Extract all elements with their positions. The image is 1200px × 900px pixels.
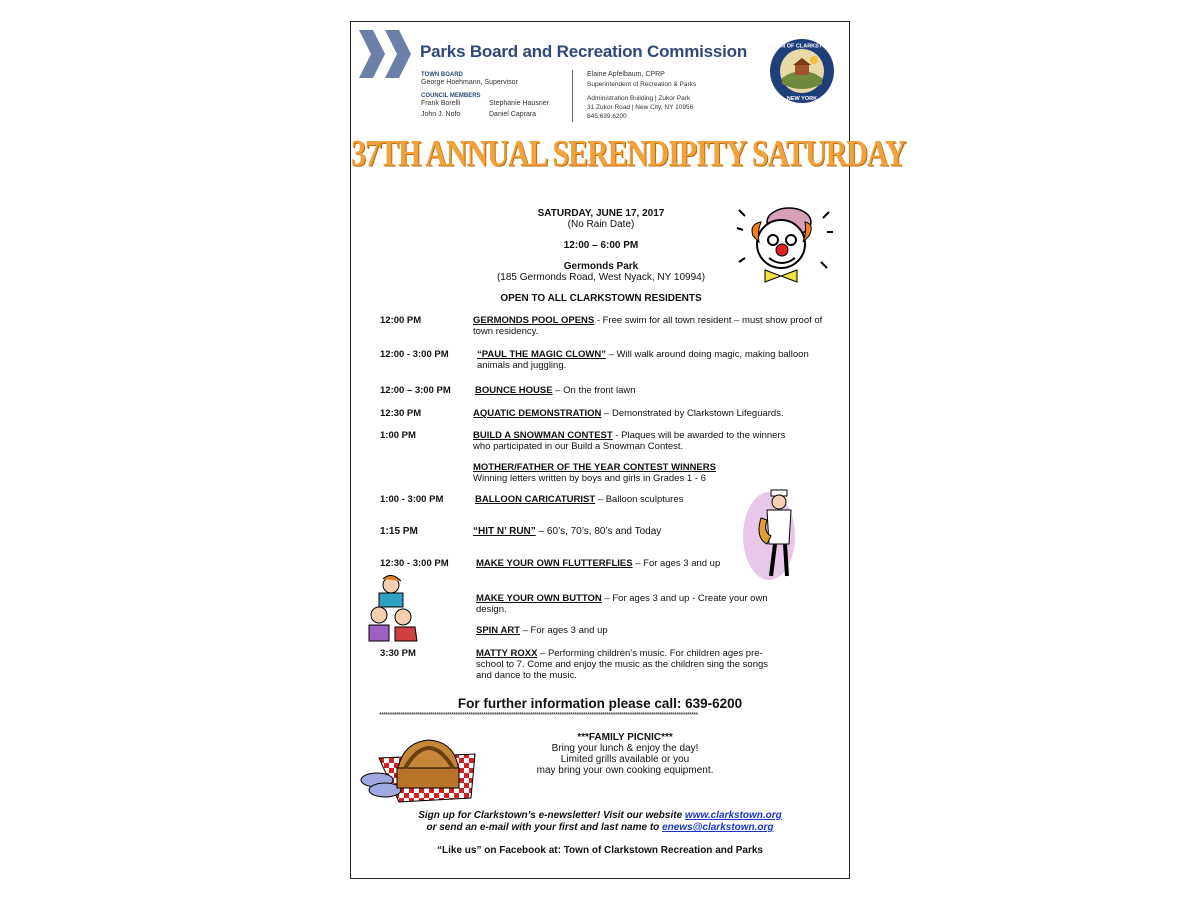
event-title: 37TH ANNUAL SERENDIPITY SATURDAY [351, 132, 906, 174]
council-member: John J. Nofo [421, 111, 461, 118]
supervisor: George Hoehmann, Supervisor [421, 79, 518, 86]
superintendent-name: Elaine Apfelbaum, CPRP [587, 71, 665, 78]
rain-date: (No Rain Date) [567, 219, 635, 230]
event-time: 12:00 – 6:00 PM [563, 240, 639, 251]
musician-icon [741, 488, 803, 582]
venue-address: (185 Germonds Road, West Nyack, NY 10994) [496, 272, 706, 283]
clown-icon [735, 202, 835, 286]
info-call-line: For further information please call: 639-6200 [457, 696, 743, 711]
council-member: Daniel Caprara [489, 111, 537, 118]
header-divider [572, 70, 573, 122]
facebook-line: “Like us” on Facebook at: Town of Clarkstown Recreation and Parks [437, 845, 763, 856]
event-date: SATURDAY, JUNE 17, 2017 [537, 208, 665, 219]
picnic-block [535, 732, 715, 776]
phone: 845.639.6200 [587, 113, 627, 120]
town-seal-icon [769, 38, 835, 104]
open-to-residents: OPEN TO ALL CLARKSTOWN RESIDENTS [500, 293, 702, 304]
children-icon [365, 575, 423, 643]
picnic-basket-icon [359, 728, 479, 804]
svg-text:NEW YORK: NEW YORK [786, 96, 818, 102]
email-link[interactable]: enews@clarkstown.org [662, 822, 774, 833]
flyer-page: Parks Board and Recreation Commission TOWN BOARD George Hoehmann, Supervisor COUNCIL MEMBERS Frank Borelli Stephanie Hausner John J. Nofo Daniel Caprara Elaine Apfelbaum, CPRP Superintendent of Recreation & Parks Administration Building | Zukor Park 31 Zukor Road | New City, NY 10956 845.639.6200 TOWN OF CLARKSTOWN NEW YORK 37TH ANNUAL SERENDIPITY SATURDAY SATURDAY, JUNE 17, 2017 (No Rain Date) 12:00 – 6:00 PM Germonds Park (185 Germonds Road, West Nyack, NY 10994) OPEN TO ALL CLARKSTOWN RESIDENTS 12:00 PM GERMONDS POOL OPENS - Free swim for all town resident – must show proof of town residency. 12:00 - 3:00 PM “PAUL THE MAGIC CLOWN” – Will walk around doing magic, making balloon animals and juggling. 12:00 – 3:00 PM BOUNCE HOUSE – On the front lawn 12:30 PM AQUATIC DEMONSTRATION – Demonstrated by Clarkstown Lifeguards. 1:00 PM BUILD A SNOWMAN CONTEST - Plaques will be awarded to the winners who participated in our Build a Snowman Contest. MOTHER/FATHER OF THE YEAR CONTEST WINNERS Winning letters written by boys and girls in Grades 1 - 6 1:00 - 3:00 PM BALLOON CARICATURIST – Balloon sculptures 1:15 PM “HIT N’ RUN” – 60’s, 70’s, 80’s and Today 12:30 - 3:00 PM MAKE YOUR OWN FLUTTERFLIES – For ages 3 and up MAKE YOUR OWN BUTTON – For ages 3 and up - Create your own design. SPIN ART – For ages 3 and up 3:30 PM MATTY ROXX – Performing children’s music. For children ages pre-school to 7. Come and enjoy the music as the children sing the songs and dance to the music. For further information please call: 639-6200 ****************************************************************************************************************************************************** ***FAMILY PICNIC*** Bring your lunch & enjoy the day! Limited grills available or you may bring your own cooking equipment. Sign up for Clarkstown’s e-newsletter! Visit our website www.clarkstown.org or send an e-mail with your first and last name to enews@clarkstown.org “Like us” on Facebook at: Town of Clarkstown Recreation and Parks [350, 21, 850, 879]
picnic-line: Bring your lunch & enjoy the day! [551, 743, 699, 754]
newsletter-line: Sign up for Clarkstown’s e-newsletter! Visit our website www.clarkstown.org [418, 810, 782, 821]
email-line: or send an e-mail with your first and last name to enews@clarkstown.org [426, 822, 774, 833]
town-board-label: TOWN BOARD [421, 72, 463, 78]
venue: Germonds Park [563, 261, 639, 272]
council-member: Frank Borelli [421, 100, 461, 107]
council-label: COUNCIL MEMBERS [421, 93, 481, 99]
address-line: 31 Zukor Road | New City, NY 10956 [587, 104, 694, 111]
picnic-title: ***FAMILY PICNIC*** [577, 732, 673, 743]
council-member: Stephanie Hausner [489, 100, 549, 107]
picnic-line: may bring your own cooking equipment. [536, 765, 714, 776]
chevron-logo-icon [359, 30, 413, 78]
address-line: Administration Building | Zukor Park [587, 95, 691, 102]
picnic-line: Limited grills available or you [560, 754, 690, 765]
commission-title: Parks Board and Recreation Commission [420, 42, 748, 61]
star-divider: ****************************************************************************************************************************************************** [379, 712, 698, 719]
superintendent-title: Superintendent of Recreation & Parks [587, 81, 697, 88]
svg-text:TOWN OF CLARKSTOWN: TOWN OF CLARKSTOWN [769, 43, 835, 50]
website-link[interactable]: www.clarkstown.org [684, 810, 782, 821]
